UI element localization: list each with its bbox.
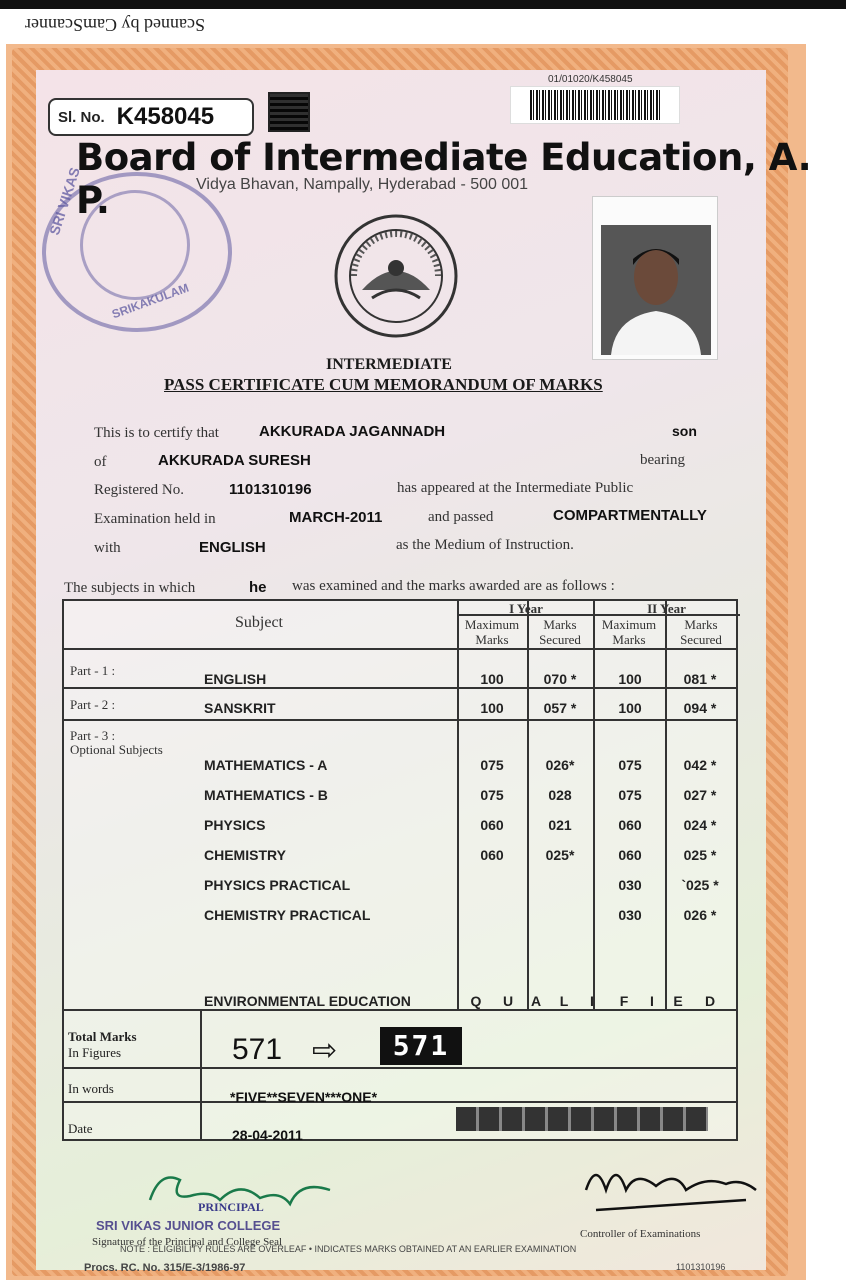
y2-secured-marks: 081 * [683, 671, 717, 687]
exam-label: Examination held in [94, 511, 216, 527]
totals-rule [64, 1101, 736, 1103]
subject-name: CHEMISTRY [204, 847, 286, 863]
certificate-heading: INTERMEDIATE [326, 356, 452, 373]
relation: son [672, 423, 697, 439]
env-subject: ENVIRONMENTAL EDUCATION [204, 993, 411, 1009]
serial-number-box [48, 98, 254, 136]
student-photo-image [601, 225, 711, 355]
y2-secured-header: Marks Secured [680, 617, 722, 647]
scan-top-bar [0, 0, 846, 9]
totals-table [62, 1011, 738, 1141]
pronoun: he [249, 579, 267, 596]
qr-code-icon [268, 92, 310, 132]
subject-name: PHYSICS [204, 817, 266, 833]
certify-text: This is to certify that [94, 425, 219, 441]
y2-max-marks: 060 [618, 847, 642, 863]
y2-secured-marks: 094 * [683, 700, 717, 716]
footer-note: NOTE : ELIGIBILITY RULES ARE OVERLEAF • INDICATES MARKS OBTAINED AT AN EARLIER EXAMINATION [120, 1244, 577, 1254]
scanner-watermark: Scanned by CamScanner [25, 15, 205, 35]
procs-number: Procs. RC. No. 315/E-3/1986-97 [84, 1262, 246, 1274]
y1-secured-header: Marks Secured [539, 617, 581, 647]
figures-label: In Figures [68, 1045, 122, 1060]
issue-date: 28-04-2011 [232, 1127, 303, 1143]
controller-caption: Controller of Examinations [580, 1228, 701, 1240]
appeared-text: has appeared at the Intermediate Public [397, 480, 634, 496]
board-emblem-icon [332, 212, 460, 340]
with-text: with [94, 540, 121, 556]
y2-secured-marks: 024 * [683, 817, 717, 833]
subject-name: PHYSICS PRACTICAL [204, 877, 351, 893]
qualified-letter: I [650, 993, 654, 1009]
subject-name: ENGLISH [204, 671, 267, 687]
y2-max-marks: 030 [618, 877, 642, 893]
y2-secured-marks: `025 * [681, 877, 719, 893]
reference-number: 01/01020/K458045 [548, 74, 633, 85]
table-divider [457, 601, 459, 1009]
totals-divider [200, 1011, 202, 1139]
subjects-intro-b: was examined and the marks awarded are as follows : [292, 578, 615, 594]
certificate-title: PASS CERTIFICATE CUM MEMORANDUM OF MARKS [164, 375, 603, 394]
y1-secured-marks: 028 [548, 787, 572, 803]
table-divider [527, 601, 529, 1009]
student-name: AKKURADA JAGANNADH [259, 423, 446, 440]
total-words: *FIVE**SEVEN***ONE* [230, 1089, 378, 1105]
student-portrait-icon [601, 225, 711, 355]
y1-secured-marks: 021 [548, 817, 572, 833]
table-divider [593, 601, 595, 1009]
qualified-letter: Q [470, 993, 482, 1009]
barcode-bars [530, 90, 660, 120]
total-figure: 571 [232, 1033, 283, 1066]
part3-label: Part - 3 : [70, 728, 116, 743]
y1-max-header: Maximum Marks [464, 617, 520, 647]
qualified-letter: L [559, 993, 569, 1009]
bearing-text: bearing [640, 452, 685, 468]
stamped-total: 571 [380, 1027, 462, 1065]
table-header-rule [64, 648, 736, 650]
table-row-rule [64, 687, 736, 689]
year1-header: I Year [509, 601, 543, 616]
controller-signature [566, 1150, 766, 1220]
words-label: In words [68, 1081, 114, 1096]
principal-signature-caption: Signature of the Principal and College Seal [92, 1236, 283, 1248]
bottom-barcode [456, 1107, 708, 1131]
optional-label: Optional Subjects [70, 742, 163, 757]
college-stamp: SRI VIKAS JUNIOR COLLEGE [96, 1218, 281, 1233]
medium: ENGLISH [199, 539, 266, 556]
of-text: of [94, 454, 107, 470]
y1-max-marks: 075 [480, 757, 504, 773]
subject-name: SANSKRIT [204, 700, 276, 716]
seal-text-top: SRI VIKAS [46, 165, 83, 237]
principal-label: PRINCIPAL [198, 1200, 264, 1214]
y1-max-marks: 075 [480, 787, 504, 803]
arrow-icon: ⇨ [312, 1034, 338, 1067]
total-label: Total Marks [68, 1029, 137, 1044]
y2-max-marks: 100 [618, 671, 642, 687]
year2-header: II Year [647, 601, 686, 616]
exam-session: MARCH-2011 [289, 509, 383, 526]
registered-label: Registered No. [94, 482, 184, 498]
serial-label: Sl. No. [58, 108, 105, 126]
bottom-serial: 1101310196 [676, 1262, 726, 1272]
date-label: Date [68, 1121, 93, 1136]
y1-max-marks: 060 [480, 817, 504, 833]
qualified-letter: D [704, 993, 716, 1009]
serial-value: K458045 [116, 103, 215, 130]
registered-number: 1101310196 [229, 481, 312, 498]
y1-secured-marks: 026* [545, 757, 575, 773]
result: COMPARTMENTALLY [553, 507, 707, 524]
y1-max-marks: 060 [480, 847, 504, 863]
y2-max-header: Maximum Marks [601, 617, 657, 647]
top-barcode [510, 86, 680, 124]
table-divider [665, 601, 667, 1009]
parent-name: AKKURADA SURESH [158, 452, 311, 469]
y2-max-marks: 060 [618, 817, 642, 833]
subject-header: Subject [235, 614, 283, 631]
board-title: Board of Intermediate Education, A. P. [76, 136, 812, 222]
subject-name: MATHEMATICS - B [204, 787, 328, 803]
subject-name: MATHEMATICS - A [204, 757, 328, 773]
table-row-rule [64, 719, 736, 721]
medium-text: as the Medium of Instruction. [396, 537, 574, 553]
y1-max-marks: 100 [480, 671, 504, 687]
y1-secured-marks: 070 * [543, 671, 577, 687]
y2-secured-marks: 026 * [683, 907, 717, 923]
y2-max-marks: 100 [618, 700, 642, 716]
y1-secured-marks: 057 * [543, 700, 577, 716]
y2-secured-marks: 025 * [683, 847, 717, 863]
y1-secured-marks: 025* [545, 847, 575, 863]
y2-max-marks: 030 [618, 907, 642, 923]
y2-secured-marks: 027 * [683, 787, 717, 803]
totals-rule [64, 1067, 736, 1069]
board-address: Vidya Bhavan, Nampally, Hyderabad - 500 001 [196, 176, 529, 193]
subjects-intro-a: The subjects in which [64, 580, 196, 596]
seal-text-bottom: SRIKAKULAM [110, 280, 191, 322]
part1-label: Part - 1 : [70, 663, 116, 678]
qualified-letter: A [530, 993, 542, 1009]
student-photo [592, 196, 718, 360]
qualified-letter: F [619, 993, 629, 1009]
passed-text: and passed [428, 509, 494, 525]
y1-max-marks: 100 [480, 700, 504, 716]
part2-label: Part - 2 : [70, 697, 116, 712]
y2-max-marks: 075 [618, 787, 642, 803]
qualified-letter: E [673, 993, 683, 1009]
y2-secured-marks: 042 * [683, 757, 717, 773]
y2-max-marks: 075 [618, 757, 642, 773]
qualified-letter: I [590, 993, 594, 1009]
qualified-letter: U [502, 993, 514, 1009]
subject-name: CHEMISTRY PRACTICAL [204, 907, 371, 923]
marks-table [62, 599, 738, 1011]
